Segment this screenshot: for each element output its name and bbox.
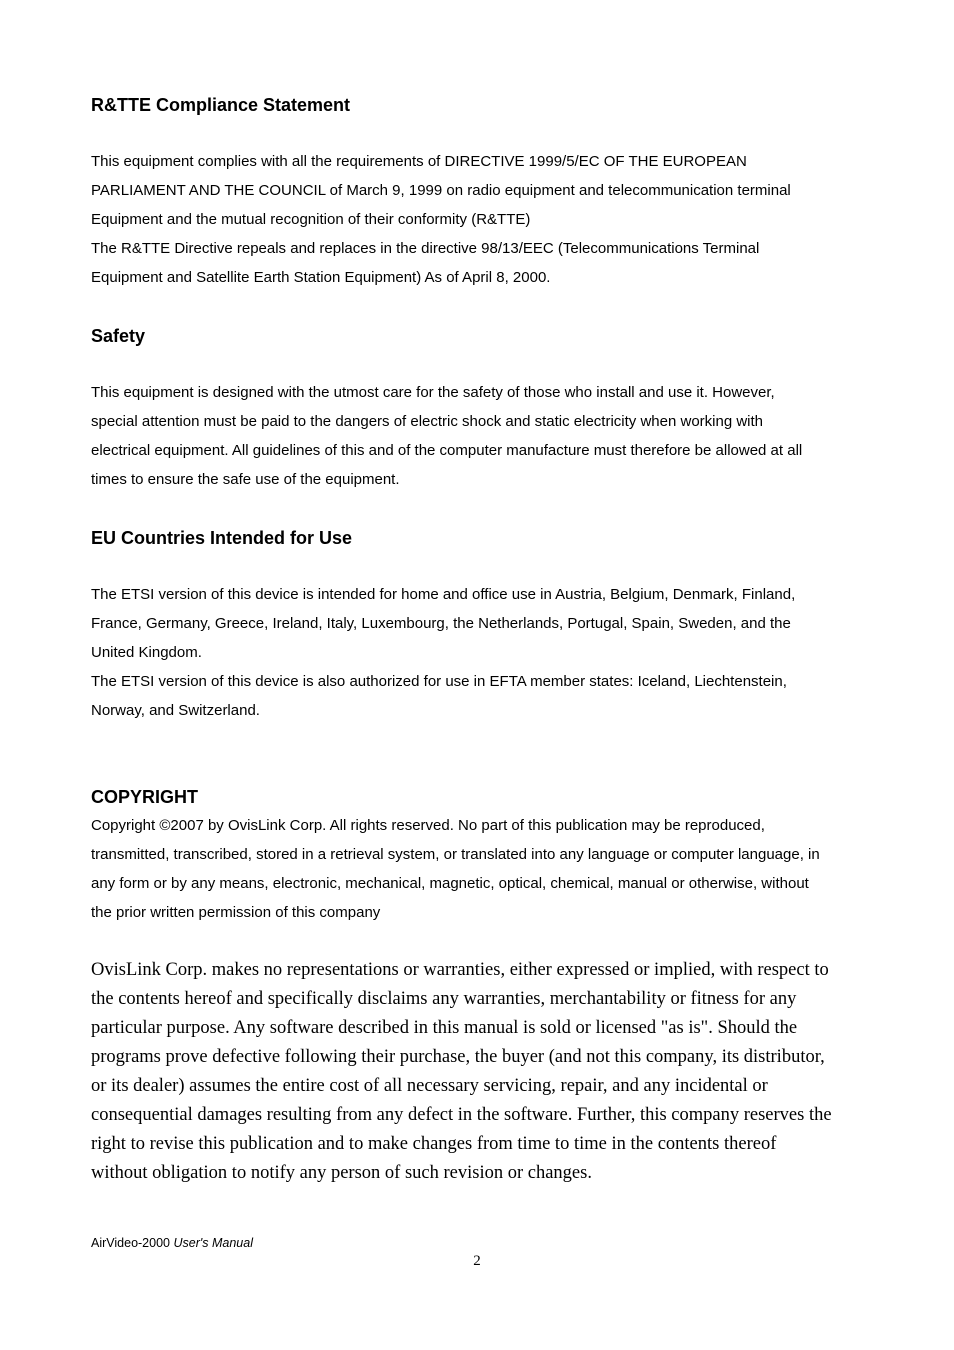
eu-line: United Kingdom. — [91, 644, 202, 661]
rtte-heading: R&TTE Compliance Statement — [91, 95, 351, 115]
disclaimer-line: particular purpose. Any software described in this manual is sold or licensed "as is". Should the — [91, 1018, 798, 1038]
footer-product-name: AirVideo-2000 — [91, 1236, 170, 1250]
disclaimer-line: consequential damages resulting from any defect in the software. Further, this company reserves the — [91, 1105, 832, 1125]
safety-line: electrical equipment. All guidelines of this and of the computer manufacture must therefore be allowed at all — [91, 442, 803, 459]
disclaimer-line: or its dealer) assumes the entire cost of all necessary servicing, repair, and any incidental or — [91, 1076, 768, 1096]
eu-line: The ETSI version of this device is intended for home and office use in Austria, Belgium, Denmark, Finland, — [91, 586, 796, 603]
page-number: 2 — [473, 1253, 481, 1269]
footer-manual-label: User's Manual — [173, 1236, 253, 1250]
eu-line: France, Germany, Greece, Ireland, Italy, Luxembourg, the Netherlands, Portugal, Spain, Sweden, and the — [91, 615, 791, 632]
disclaimer-line: programs prove defective following their purchase, the buyer (and not this company, its distributor, — [91, 1047, 825, 1067]
safety-line: This equipment is designed with the utmost care for the safety of those who install and use it. However, — [91, 384, 775, 401]
safety-paragraph — [91, 378, 871, 494]
eu-line: The ETSI version of this device is also authorized for use in EFTA member states: Iceland, Liechtenstein, — [91, 673, 787, 690]
eu-paragraph — [91, 580, 871, 725]
rtte-line: The R&TTE Directive repeals and replaces in the directive 98/13/EEC (Telecommunications Terminal — [91, 240, 760, 257]
rtte-line: This equipment complies with all the requirements of DIRECTIVE 1999/5/EC OF THE EUROPEAN — [91, 153, 747, 170]
eu-heading: EU Countries Intended for Use — [91, 528, 353, 548]
copyright-heading: COPYRIGHT — [91, 787, 199, 807]
rtte-line: Equipment and Satellite Earth Station Equipment) As of April 8, 2000. — [91, 269, 551, 286]
rtte-line: PARLIAMENT AND THE COUNCIL of March 9, 1999 on radio equipment and telecommunication terminal — [91, 182, 791, 199]
safety-heading: Safety — [91, 326, 146, 346]
rtte-line: Equipment and the mutual recognition of their conformity (R&TTE) — [91, 211, 531, 228]
disclaimer-paragraph — [91, 956, 881, 1188]
disclaimer-line: the contents hereof and specifically disclaims any warranties, merchantability or fitness for any — [91, 989, 797, 1009]
disclaimer-line: right to revise this publication and to make changes from time to time in the contents thereof — [91, 1134, 777, 1154]
copyright-line: Copyright ©2007 by OvisLink Corp. All rights reserved. No part of this publication may be reproduced, — [91, 817, 765, 834]
safety-line: times to ensure the safe use of the equipment. — [91, 471, 400, 488]
copyright-line: the prior written permission of this company — [91, 904, 381, 921]
eu-line: Norway, and Switzerland. — [91, 702, 260, 719]
copyright-paragraph — [91, 811, 871, 927]
copyright-line: transmitted, transcribed, stored in a retrieval system, or translated into any language or computer language, in — [91, 846, 820, 863]
disclaimer-line: OvisLink Corp. makes no representations or warranties, either expressed or implied, with respect to — [91, 960, 829, 980]
copyright-line: any form or by any means, electronic, mechanical, magnetic, optical, chemical, manual or otherwise, without — [91, 875, 809, 892]
disclaimer-line: without obligation to notify any person of such revision or changes. — [91, 1163, 592, 1183]
footer-manual-title — [91, 1235, 253, 1251]
rtte-paragraph — [91, 147, 871, 292]
safety-line: special attention must be paid to the dangers of electric shock and static electricity when working with — [91, 413, 764, 430]
